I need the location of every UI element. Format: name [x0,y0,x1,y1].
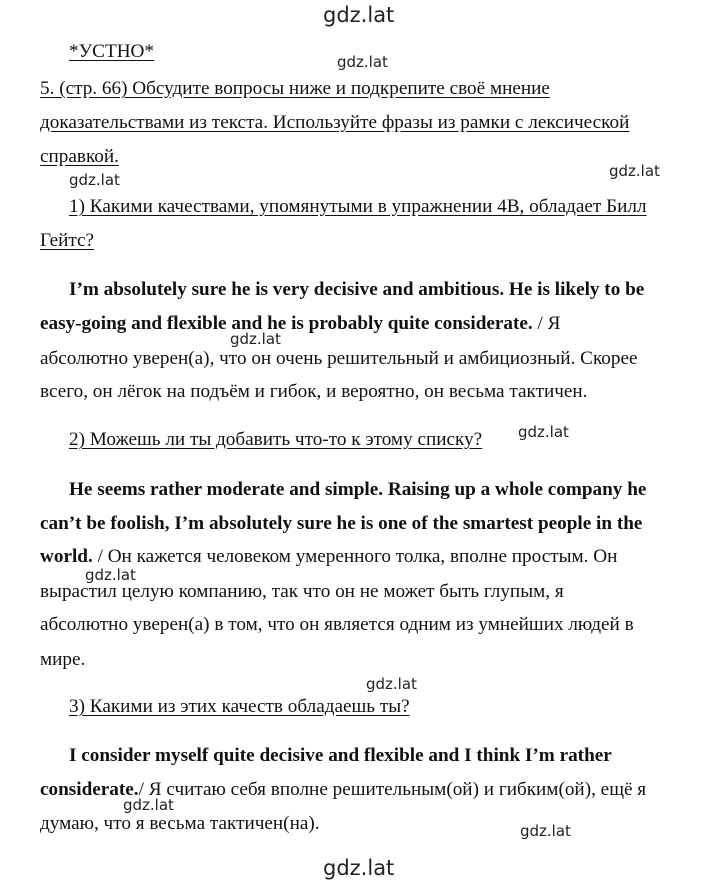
watermark: gdz.lat [520,822,571,840]
answer-3-en: considerate. [40,779,139,800]
answer-3-ru: / Я считаю себя вполне решительным(ой) и гибким(ой), ещё я [138,779,647,800]
watermark: gdz.lat [85,566,136,584]
watermark: gdz.lat [323,3,395,27]
watermark: gdz.lat [337,53,388,71]
question-3: 3) Какими из этих качеств обладаешь ты? [69,696,410,717]
task-line: 5. (стр. 66) Обсудите вопросы ниже и подкрепите своё мнение [40,78,550,99]
answer-1-ru: / Я [532,313,561,334]
answer-2-line [40,547,617,566]
answer-3-line [40,780,646,799]
watermark: gdz.lat [230,330,281,348]
answer-1-en: I’m absolutely sure he is very decisive and ambitious. He is likely to be [69,279,645,300]
answer-1-line [40,314,560,333]
watermark: gdz.lat [323,856,395,880]
watermark: gdz.lat [518,423,569,441]
watermark: gdz.lat [69,171,120,189]
answer-2-ru: абсолютно уверен(а) в том, что он является одним из умнейших людей в [40,614,634,635]
task-line: доказательствами из текста. Используйте фразы из рамки с лексической [40,112,630,133]
question-1: Гейтс? [40,230,95,251]
answer-1-ru: абсолютно уверен(а), что он очень решительный и амбициозный. Скорее [40,348,638,369]
question-1: 1) Какими качествами, упомянутыми в упражнении 4В, обладает Билл [69,196,647,217]
task-line: справкой. [40,146,119,167]
answer-1-ru: всего, он лёгок на подъём и гибок, и вероятно, он весьма тактичен. [40,381,588,402]
answer-2-en: can’t be foolish, I’m absolutely sure he is one of the smartest people in the [40,513,643,534]
answer-2-ru: вырастил целую компанию, так что он не может быть глупым, я [40,581,564,602]
question-2: 2) Можешь ли ты добавить что-то к этому списку? [69,429,483,450]
watermark: gdz.lat [123,796,174,814]
watermark: gdz.lat [366,675,417,693]
answer-2-ru: мире. [40,649,86,670]
watermark: gdz.lat [609,162,660,180]
answer-3-ru: думаю, что я весьма тактичен(на). [40,813,320,834]
answer-2-en: He seems rather moderate and simple. Raising up a whole company he [69,479,647,500]
answer-3-en: I consider myself quite decisive and flexible and I think I’m rather [69,745,612,766]
heading: *УСТНО* [69,41,155,62]
answer-1-en: easy-going and flexible and he is probably quite considerate. [40,313,533,334]
answer-2-en: world. [40,546,93,567]
answer-2-ru: / Он кажется человеком умеренного толка, вполне простым. Он [92,546,618,567]
